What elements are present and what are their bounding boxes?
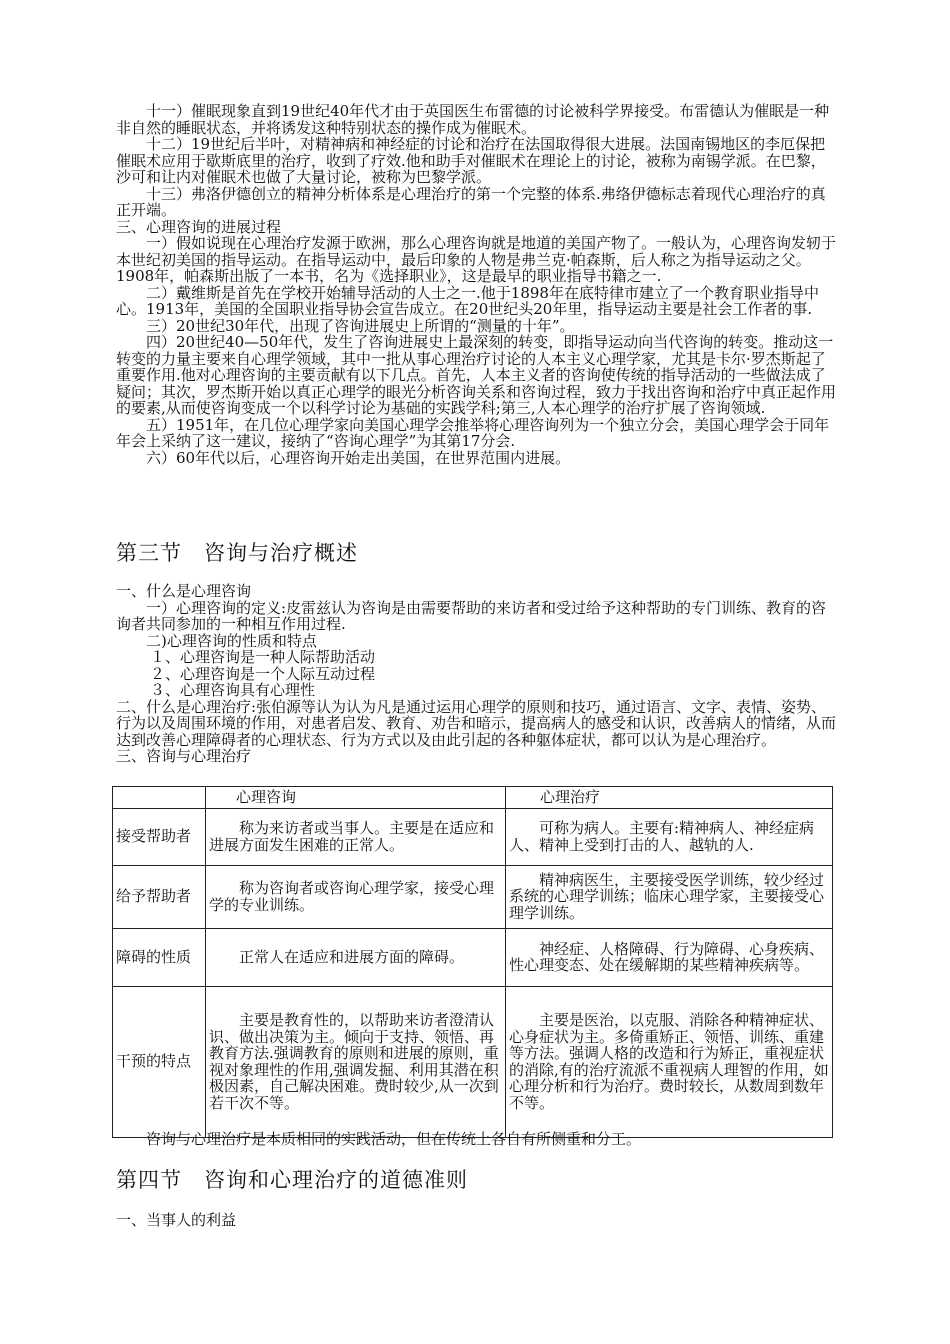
- section-4-body: [116, 1212, 836, 1229]
- counseling-definition: 一）心理咨询的定义:皮雷兹认为咨询是由需要帮助的来访者和受过给予这种帮助的专门训练、教育的咨询者共同参加的一种相互作用过程.: [116, 598, 827, 633]
- table-row: [113, 865, 833, 928]
- table-row-label: 接受帮助者: [113, 808, 206, 865]
- consult-history-item-2: 二）戴维斯是首先在学校开始辅导活动的人士之一.他于1898年在底特律市建立了一个教育职业指导中心。1913年，美国的全国职业指导协会宣告成立。在20世纪头20年里，指导运动主要是社会工作者的事.: [116, 283, 819, 318]
- what-is-counseling-heading: 一、什么是心理咨询: [116, 582, 252, 600]
- nature-item-3: ３、心理咨询具有心理性: [150, 681, 316, 699]
- table-cell-therapy: 可称为病人。主要有:精神病人、神经症病人、精神上受到打击的人、越轨的人.: [506, 808, 833, 865]
- table-row: [113, 928, 833, 986]
- conclusion-block: [116, 1131, 836, 1148]
- table-row-label: 干预的特点: [113, 986, 206, 1137]
- table-cell-counseling: 主要是教育性的，以帮助来访者澄清认识、做出决策为主。倾向于支持、领悟、再教育方法.强调教育的原则和进展的原则，重视对象理性的作用,强调发掘、利用其潜在积极因素，自己解决困难。费时较少,从一次到若干次不等。: [206, 986, 506, 1137]
- section-3-body: [116, 583, 836, 765]
- history-item-13: 十三）弗洛伊德创立的精神分析体系是心理治疗的第一个完整的体系.弗络伊德标志着现代心理治疗的真正开端。: [116, 184, 826, 219]
- history-item-12: 十二）19世纪后半叶，对精神病和神经症的讨论和治疗在法国取得很大进展。法国南锡地区的李厄保把催眠术应用于歇斯底里的治疗，收到了疗效.他和助手对催眠术在理论上的讨论，被称为南锡学派。在巴黎，沙可和让内对催眠术也做了大量讨论，被称为巴黎学派。: [116, 135, 826, 186]
- table-cell-therapy: 神经症、人格障碍、行为障碍、心身疾病、性心理变态、处在缓解期的某些精神疾病等。: [506, 928, 833, 986]
- comparison-table: [112, 786, 833, 1138]
- table-header-therapy: 心理治疗: [506, 787, 833, 809]
- table-row: [113, 986, 833, 1137]
- history-items: [116, 103, 836, 466]
- table-cell-counseling: 正常人在适应和进展方面的障碍。: [206, 928, 506, 986]
- client-interest-heading: 一、当事人的利益: [116, 1211, 237, 1229]
- history-item-11: 十一）催眠现象直到19世纪40年代才由于英国医生布雷德的讨论被科学界接受。布雷德认为催眠是一种非自然的睡眠状态，并将诱发这种特别状态的操作成为催眠术。: [116, 102, 830, 137]
- nature-item-1: １、心理咨询是一种人际帮助活动: [150, 648, 376, 666]
- compare-heading: 三、咨询与心理治疗: [116, 747, 252, 765]
- section-3-title: 第三节 咨询与治疗概述: [116, 541, 358, 565]
- table-cell-counseling: 称为来访者或当事人。主要是在适应和进展方面发生困难的正常人。: [206, 808, 506, 865]
- table-header-empty: [113, 787, 206, 809]
- consult-history-item-4: 四）20世纪40—50年代，发生了咨询进展史上最深刻的转变，即指导运动向当代咨询的转变。推动这一转变的力量主要来自心理学领域，其中一批从事心理治疗讨论的人本主义心理学家，尤其是卡尔·罗杰斯起了重要作用.他对心理咨询的主要贡献有以下几点。首先，人本主义者的咨询使传统的指导活动的一些做法成了疑问；其次，罗杰斯开始以真正心理学的眼光分析咨询关系和咨询过程，致力于找出咨询和治疗中真正起作用的要素,从而使咨询变成一个以科学讨论为基础的实践学科;第三,人本心理学的治疗扩展了咨询领域.: [116, 333, 837, 417]
- conclusion: 咨询与心理治疗是本质相同的实践活动，但在传统上各自有所侧重和分工。: [146, 1130, 642, 1148]
- consult-history-heading: 三、心理咨询的进展过程: [116, 217, 282, 236]
- nature-heading: 二)心理咨询的性质和特点: [146, 631, 317, 650]
- what-is-therapy: 二、什么是心理治疗:张伯源等认为认为凡是通过运用心理学的原则和技巧，通过语言、文字、表情、姿势、行为以及周围环境的作用，对患者启发、教育、劝告和暗示，提高病人的感受和认识，改善病人的情绪，从而达到改善心理障碍者的心理状态、行为方式以及由此引起的各种躯体症状，都可以认为是心理治疗。: [116, 697, 837, 749]
- table-header-counseling: 心理咨询: [206, 787, 506, 809]
- consult-history-item-3: 三）20世纪30年代，出现了咨询进展史上所谓的“测量的十年”。: [146, 316, 575, 335]
- table-row: [113, 808, 833, 865]
- table-row-label: 障碍的性质: [113, 928, 206, 986]
- section-4-title: 第四节 咨询和心理治疗的道德准则: [116, 1168, 468, 1192]
- table-cell-therapy: 主要是医治，以克服、消除各种精神症状、心身症状为主。多倚重矫正、领悟、训练、重建等方法。强调人格的改造和行为矫正，重视症状的消除,有的治疗流派不重视病人理智的作用，如心理分析和行为治疗。费时较长，从数周到数年不等。: [506, 986, 833, 1137]
- consult-history-item-5: 五）1951年，在几位心理学家向美国心理学会推举将心理咨询列为一个独立分会，美国心理学会于同年年会上采纳了这一建议，接纳了“咨询心理学”为其第17分会.: [116, 415, 830, 450]
- consult-history-item-6: 六）60年代以后，心理咨询开始走出美国，在世界范围内进展。: [146, 448, 571, 467]
- table-cell-therapy: 精神病医生，主要接受医学训练，较少经过系统的心理学训练；临床心理学家，主要接受心理学训练。: [506, 865, 833, 928]
- table-cell-counseling: 称为咨询者或咨询心理学家，接受心理学的专业训练。: [206, 865, 506, 928]
- table-row-label: 给予帮助者: [113, 865, 206, 928]
- consult-history-item-1: 一）假如说现在心理治疗发源于欧洲，那么心理咨询就是地道的美国产物了。一般认为，心理咨询发轫于本世纪初美国的指导运动。在指导运动中，最后印象的人物是弗兰克·帕森斯，后人称之为指导运动之父。1908年，帕森斯出版了一本书，名为《选择职业》，这是最早的职业指导书籍之一.: [116, 234, 837, 285]
- table-header-row: [113, 787, 833, 809]
- nature-item-2: ２、心理咨询是一个人际互动过程: [150, 664, 376, 683]
